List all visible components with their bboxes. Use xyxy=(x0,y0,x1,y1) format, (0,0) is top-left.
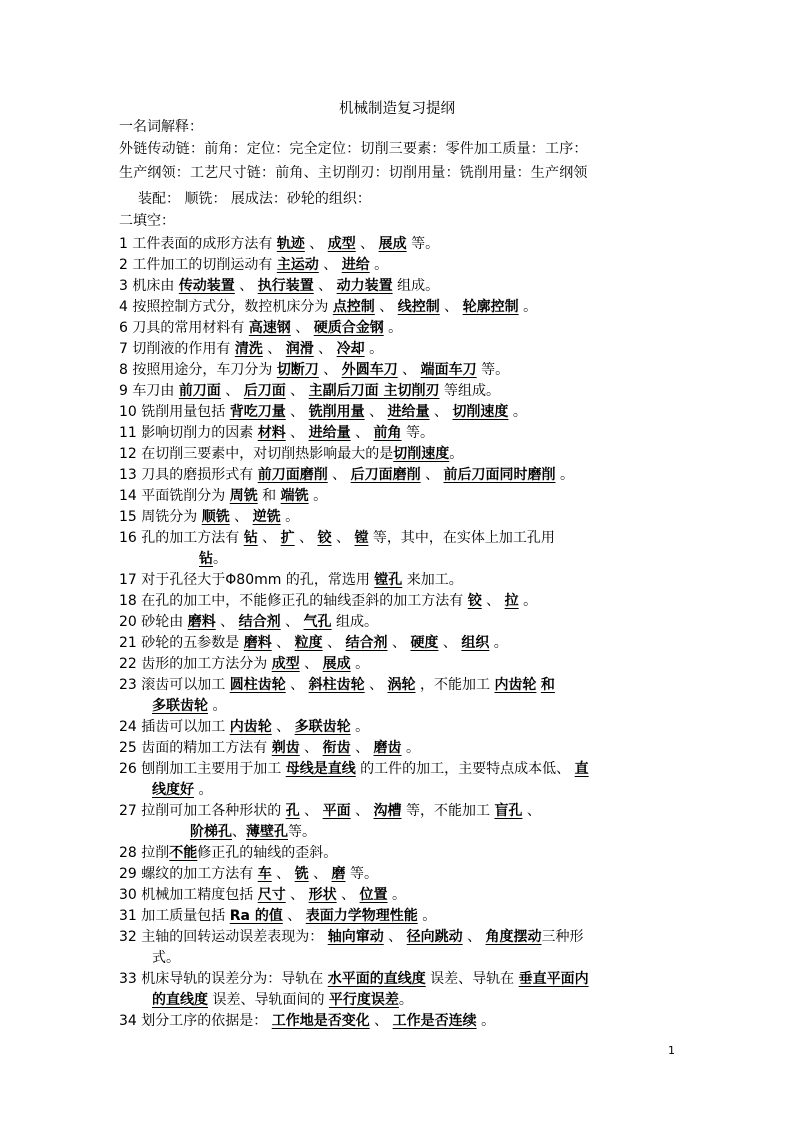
question-32: 32 主轴的回转运动误差表现为： 轴向窜动 、 径向跳动 、 角度摆动三种形 xyxy=(119,929,584,945)
answer: 孔 xyxy=(285,803,300,819)
answer: 后刀面 xyxy=(243,383,286,399)
question-23: 23 滚齿可以加工 圆柱齿轮 、 斜柱齿轮 、 涡轮 ，不能加工 内齿轮 和 xyxy=(119,677,555,693)
question-12: 12 在切削三要素中，对切削热影响最大的是切削速度。 xyxy=(119,446,464,462)
question-4: 4 按照控制方式分，数控机床分为 点控制 、 线控制 、 轮廓控制 。 xyxy=(119,299,538,315)
answer: 斜柱齿轮 xyxy=(308,677,365,693)
question-3: 3 机床由 传动装置 、 执行装置 、 动力装置 组成。 xyxy=(119,278,440,294)
answer: 点控制 xyxy=(332,299,375,315)
answer: 展成 xyxy=(378,236,407,252)
answer: 铣 xyxy=(294,866,309,882)
answer: 切削速度 xyxy=(452,404,509,420)
answer: 逆铣 xyxy=(252,509,281,525)
answer: 前角 xyxy=(373,425,402,441)
question-13: 13 刀具的磨损形式有 前刀面磨削 、 后刀面磨削 、 前后刀面同时磨削 。 xyxy=(119,467,574,483)
answer: 剃齿 xyxy=(271,740,300,756)
answer: 端面车刀 xyxy=(420,362,477,378)
answer: 进给量 xyxy=(387,404,430,420)
answer: 成型 xyxy=(327,236,356,252)
answer: 主副后刀面 主切削刃 xyxy=(308,383,440,399)
answer: 前后刀面同时磨削 xyxy=(443,467,556,483)
question-32-continued: 式。 xyxy=(152,950,180,966)
answer: 角度摆动 xyxy=(485,929,542,945)
answer: 外圆车刀 xyxy=(341,362,398,378)
answer: 切削速度 xyxy=(393,446,450,462)
question-15: 15 周铣分为 顺铣 、 逆铣 。 xyxy=(119,509,300,525)
answer: 结合剂 xyxy=(345,635,388,651)
question-30: 30 机械加工精度包括 尺寸 、 形状 、 位置 。 xyxy=(119,887,406,903)
answer: 磨料 xyxy=(243,635,272,651)
answer: 气孔 xyxy=(303,614,332,630)
question-1: 1 工件表面的成形方法有 轨迹 、 成型 、 展成 等。 xyxy=(119,236,440,252)
question-6: 6 刀具的常用材料有 高速钢 、 硬质合金钢 。 xyxy=(119,320,403,336)
definitions-line-2: 生产纲领：工艺尺寸链：前角、主切削刃：切削用量：铣削用量：生产纲领 xyxy=(119,165,588,181)
answer: 成型 xyxy=(271,656,300,672)
question-22: 22 齿形的加工方法分为 成型 、 展成 。 xyxy=(119,656,370,672)
answer: 薄壁孔 xyxy=(246,824,288,840)
answer: 沟槽 xyxy=(373,803,402,819)
answer: 磨料 xyxy=(187,614,216,630)
answer: 前刀面磨削 xyxy=(257,467,328,483)
answer: 内齿轮 xyxy=(494,677,537,693)
question-20: 20 砂轮由 磨料 、 结合剂 、 气孔 组成。 xyxy=(119,614,378,630)
question-27: 27 拉削可加工各种形状的 孔 、 平面 、 沟槽 等，不能加工 盲孔 、 xyxy=(119,803,541,819)
answer: 径向跳动 xyxy=(406,929,463,945)
question-16: 16 孔的加工方法有 钻 、 扩 、 铰 、 镗 等，其中，在实体上加工孔用 xyxy=(119,530,555,546)
answer: 直 xyxy=(574,761,589,777)
question-16-continued: 钻。 xyxy=(199,551,227,567)
answer: 车 xyxy=(257,866,272,882)
answer: 的直线度 xyxy=(152,992,208,1008)
question-17: 17 对于孔径大于Φ80mm 的孔，常选用 镗孔 来加工。 xyxy=(119,572,463,588)
answer: 展成 xyxy=(322,656,351,672)
answer: 顺铣 xyxy=(201,509,230,525)
answer: 轴向窜动 xyxy=(327,929,384,945)
answer: 冷却 xyxy=(336,341,365,357)
answer: 轮廓控制 xyxy=(462,299,519,315)
answer: 工作地是否变化 xyxy=(271,1013,370,1029)
answer: Ra 的值 xyxy=(229,908,283,924)
answer: 形状 xyxy=(308,887,337,903)
answer: 多联齿轮 xyxy=(294,719,351,735)
question-21: 21 砂轮的五参数是 磨料 、 粒度 、 结合剂 、 硬度 、 组织 。 xyxy=(119,635,508,651)
answer: 位置 xyxy=(359,887,388,903)
answer: 铣削用量 xyxy=(308,404,365,420)
section-heading-fill-in: 二填空： xyxy=(119,213,175,229)
answer: 润滑 xyxy=(285,341,314,357)
answer: 平行度误差 xyxy=(328,992,399,1008)
question-33: 33 机床导轨的误差分为：导轨在 水平面的直线度 误差、导轨在 垂直平面内 xyxy=(119,971,589,987)
answer: 动力装置 xyxy=(336,278,393,294)
answer: 磨齿 xyxy=(373,740,402,756)
answer: 线控制 xyxy=(397,299,440,315)
answer: 线度好 xyxy=(152,782,194,798)
answer: 内齿轮 xyxy=(229,719,272,735)
answer: 垂直平面内 xyxy=(518,971,589,987)
answer: 铰 xyxy=(467,593,482,609)
answer: 切断刀 xyxy=(276,362,319,378)
answer: 母线是直线 xyxy=(285,761,356,777)
question-23-continued: 多联齿轮 。 xyxy=(152,698,227,714)
answer: 进给量 xyxy=(308,425,351,441)
page-number: 1 xyxy=(668,1044,675,1057)
question-33-continued: 的直线度 误差、导轨面间的 平行度误差。 xyxy=(152,992,413,1008)
question-34: 34 划分工序的依据是： 工作地是否变化 、 工作是否连续 。 xyxy=(119,1013,496,1029)
question-31: 31 加工质量包括 Ra 的值 、 表面力学物理性能 。 xyxy=(119,908,437,924)
answer: 涡轮 xyxy=(387,677,416,693)
document-title: 机械制造复习提纲 xyxy=(339,101,455,117)
question-8: 8 按照用途分，车刀分为 切断刀 、 外圆车刀 、 端面车刀 等。 xyxy=(119,362,510,378)
answer: 拉 xyxy=(504,593,519,609)
definitions-line-3: 装配： 顺铣： 展成法：砂轮的组织： xyxy=(138,191,371,207)
answer: 端铣 xyxy=(280,488,309,504)
question-18: 18 在孔的加工中，不能修正孔的轴线歪斜的加工方法有 铰 、 拉 。 xyxy=(119,593,538,609)
question-28: 28 拉削不能修正孔的轴线的歪斜。 xyxy=(119,845,338,861)
answer: 清洗 xyxy=(234,341,263,357)
answer: 执行装置 xyxy=(257,278,314,294)
answer: 材料 xyxy=(257,425,286,441)
question-11: 11 影响切削力的因素 材料 、 进给量 、 前角 等。 xyxy=(119,425,434,441)
answer: 衔齿 xyxy=(322,740,351,756)
answer: 传动装置 xyxy=(178,278,235,294)
answer: 钻 xyxy=(199,551,213,567)
question-29: 29 螺纹的加工方法有 车 、 铣 、 磨 等。 xyxy=(119,866,378,882)
answer: 硬度 xyxy=(410,635,439,651)
answer: 结合剂 xyxy=(238,614,281,630)
answer: 进给 xyxy=(341,257,370,273)
question-10: 10 铣削用量包括 背吃刀量 、 铣削用量 、 进给量 、 切削速度 。 xyxy=(119,404,527,420)
answer: 磨 xyxy=(331,866,346,882)
answer: 后刀面磨削 xyxy=(350,467,421,483)
answer: 工作是否连续 xyxy=(392,1013,477,1029)
answer: 粒度 xyxy=(294,635,323,651)
answer: 镗 xyxy=(354,530,369,546)
answer: 钻 xyxy=(243,530,258,546)
answer: 镗孔 xyxy=(374,572,403,588)
answer: 周铣 xyxy=(229,488,258,504)
question-7: 7 切削液的作用有 清洗 、 润滑 、 冷却 。 xyxy=(119,341,384,357)
answer: 表面力学物理性能 xyxy=(305,908,418,924)
question-9: 9 车刀由 前刀面 、 后刀面 、 主副后刀面 主切削刃 等组成。 xyxy=(119,383,500,399)
answer: 组织 xyxy=(461,635,490,651)
answer: 阶梯孔 xyxy=(190,824,232,840)
answer: 铰 xyxy=(317,530,332,546)
answer: 主运动 xyxy=(276,257,319,273)
section-heading-definitions: 一名词解释： xyxy=(119,119,203,135)
question-14: 14 平面铣削分为 周铣 和 端铣 。 xyxy=(119,488,328,504)
answer: 多联齿轮 xyxy=(152,698,208,714)
question-26: 26 刨削加工主要用于加工 母线是直线 的工件的加工，主要特点成本低、 直 xyxy=(119,761,589,777)
definitions-line-1: 外链传动链：前角：定位：完全定位：切削三要素：零件加工质量：工序： xyxy=(119,141,588,157)
question-27-continued: 阶梯孔、薄壁孔等。 xyxy=(190,824,316,840)
answer: 轨迹 xyxy=(276,236,305,252)
question-24: 24 插齿可以加工 内齿轮 、 多联齿轮 。 xyxy=(119,719,370,735)
answer: 水平面的直线度 xyxy=(327,971,426,987)
question-25: 25 齿面的精加工方法有 剃齿 、 衔齿 、 磨齿 。 xyxy=(119,740,420,756)
answer: 硬质合金钢 xyxy=(313,320,384,336)
answer: 盲孔 xyxy=(494,803,523,819)
question-2: 2 工件加工的切削运动有 主运动 、 进给 。 xyxy=(119,257,389,273)
answer: 扩 xyxy=(280,530,295,546)
answer: 前刀面 xyxy=(178,383,221,399)
answer: 高速钢 xyxy=(248,320,291,336)
question-26-continued: 线度好 。 xyxy=(152,782,213,798)
answer: 圆柱齿轮 xyxy=(229,677,286,693)
answer: 尺寸 xyxy=(257,887,286,903)
answer: 背吃刀量 xyxy=(229,404,286,420)
answer: 不能 xyxy=(169,845,198,861)
answer: 平面 xyxy=(322,803,351,819)
